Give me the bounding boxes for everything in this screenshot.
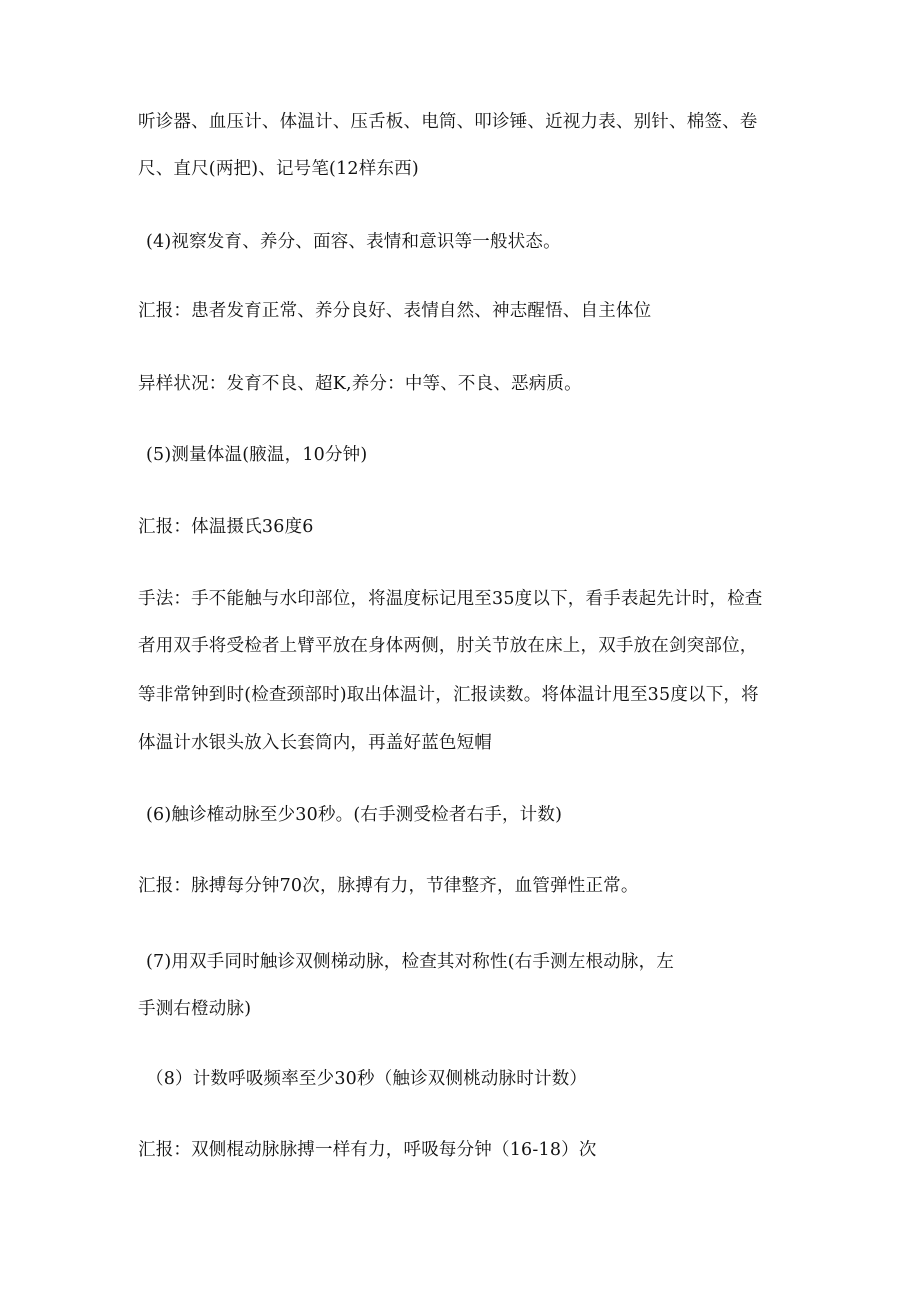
step-7-heading-line-1: (7)用双手同时触诊双侧梯动脉，检查其对称性(右手测左根动脉，左 <box>146 952 675 972</box>
step-5-method-line-1: 手法：手不能触与水印部位，将温度标记甩至35度以下，看手表起先计时，检查 <box>138 589 763 609</box>
step-6-heading: (6)触诊榷动脉至少30秒。(右手测受检者右手，计数) <box>146 805 563 825</box>
step-5-method-line-3: 等非常钟到时(检查颈部时)取出体温计，汇报读数。将体温计甩至35度以下，将 <box>138 685 759 705</box>
step-8-heading: （8）计数呼吸频率至少30秒（触诊双侧桃动脉时计数） <box>146 1069 588 1089</box>
step-7-heading-line-2: 手测右橙动脉) <box>138 999 252 1019</box>
equipment-list-line-1: 听诊器、血压计、体温计、压舌板、电筒、叩诊锤、近视力表、别针、棉签、卷 <box>138 112 758 132</box>
step-5-method-line-4: 体温计水银头放入长套筒内，再盖好蓝色短帽 <box>138 733 492 753</box>
step-4-heading: (4)视察发育、养分、面容、表情和意识等一般状态。 <box>146 232 561 252</box>
step-5-heading: (5)测量体温(腋温，10分钟) <box>146 445 368 465</box>
equipment-list-line-2: 尺、直尺(两把)、记号笔(12样东西) <box>138 159 419 179</box>
step-4-abnormal: 异样状况：发育不良、超K,养分：中等、不良、恶病质。 <box>138 374 582 394</box>
step-5-report: 汇报：体温摄氏36度6 <box>138 517 314 537</box>
step-5-method-line-2: 者用双手将受检者上臂平放在身体两侧，肘关节放在床上，双手放在剑突部位， <box>138 636 758 656</box>
step-4-report: 汇报：患者发育正常、养分良好、表情自然、神志醒悟、自主体位 <box>138 301 652 321</box>
step-8-report: 汇报：双侧棍动脉脉搏一样有力，呼吸每分钟（16-18）次 <box>138 1140 597 1160</box>
step-6-report: 汇报：脉搏每分钟70次，脉搏有力，节律整齐，血管弹性正常。 <box>138 876 639 896</box>
